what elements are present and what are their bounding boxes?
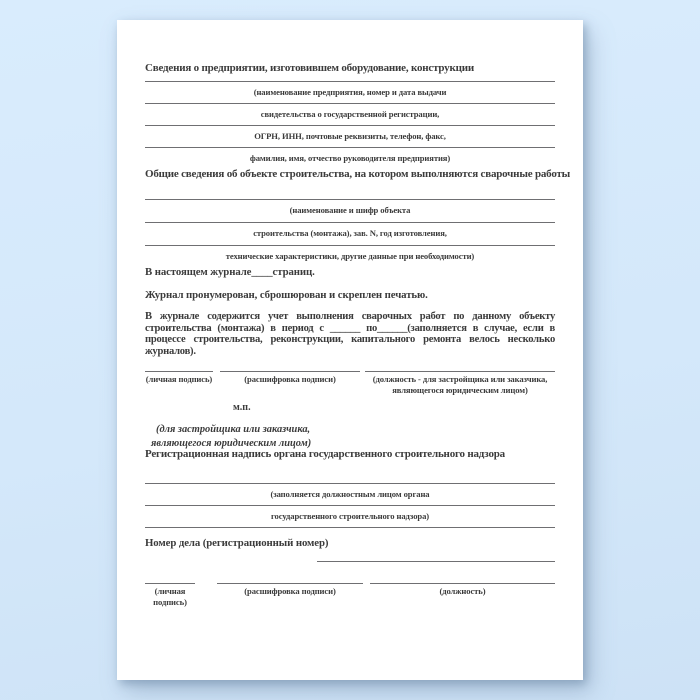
developer-note <box>151 423 311 451</box>
section-title-supervision: Регистрационная надпись органа государственного строительного надзора <box>145 448 505 460</box>
signature-personal-field: (личная подпись) <box>145 371 213 385</box>
journal-period-paragraph: В журнале содержится учет выполнения сварочных работ по данному объекту строительства (монтажа) в период с ______ по______(заполняется в случае, если в процессе строительства, реконструкции, капитального ремонта велось несколько журналов). <box>145 311 555 357</box>
case-number-label: Номер дела (регистрационный номер) <box>145 537 329 549</box>
fill-line <box>145 147 555 169</box>
developer-note-line: являющегося юридическим лицом) <box>151 438 312 449</box>
signature-position-field: (должность - для застройщика или заказчика, являющегося юридическим лицом) <box>365 371 555 396</box>
fill-line <box>145 81 555 103</box>
section-title-manufacturer: Сведения о предприятии, изготовившем оборудование, конструкции <box>145 62 475 74</box>
fill-line <box>145 222 555 245</box>
manufacturer-fill-lines <box>145 81 555 169</box>
fill-line-caption: фамилия, имя, отчество руководителя предприятия) <box>249 153 451 163</box>
fill-line-caption: государственного строительного надзора) <box>270 511 430 521</box>
fill-line <box>145 483 555 505</box>
fill-line <box>145 125 555 147</box>
signature-name-field: (расшифровка подписи) <box>217 583 363 597</box>
fill-line-caption: строительства (монтажа), зав. N, год изготовления, <box>253 228 447 238</box>
signature-position-field: (должность) <box>370 583 555 597</box>
case-number-fill-line <box>317 561 555 562</box>
fill-line <box>145 199 555 222</box>
fill-line-caption: (заполняется должностным лицом органа <box>270 489 430 499</box>
fill-line-caption: (наименование предприятия, номер и дата выдачи <box>253 87 447 97</box>
journal-bound-line: Журнал пронумерован, сброшюрован и скреплен печатью. <box>145 289 428 301</box>
fill-line <box>145 103 555 125</box>
stamp-place-label: м.п. <box>233 402 251 413</box>
fill-line <box>145 245 555 268</box>
fill-line-caption: технические характеристики, другие данные при необходимости) <box>225 251 475 261</box>
signature-personal-field: (личная подпись) <box>145 583 195 608</box>
object-fill-lines <box>145 199 555 268</box>
fill-line <box>145 505 555 527</box>
developer-note-line: (для застройщика или заказчика, <box>156 424 311 435</box>
section-title-object: Общие сведения об объекте строительства, на котором выполняются сварочные работы <box>145 168 571 180</box>
form-page <box>117 20 583 680</box>
signature-name-field: (расшифровка подписи) <box>220 371 360 385</box>
fill-line-caption: (наименование и шифр объекта <box>289 205 411 215</box>
journal-pages-line: В настоящем журнале____страниц. <box>145 266 315 278</box>
fill-line-caption: ОГРН, ИНН, почтовые реквизиты, телефон, факс, <box>254 131 446 141</box>
fill-line-caption: свидетельства о государственной регистрации, <box>260 109 440 119</box>
